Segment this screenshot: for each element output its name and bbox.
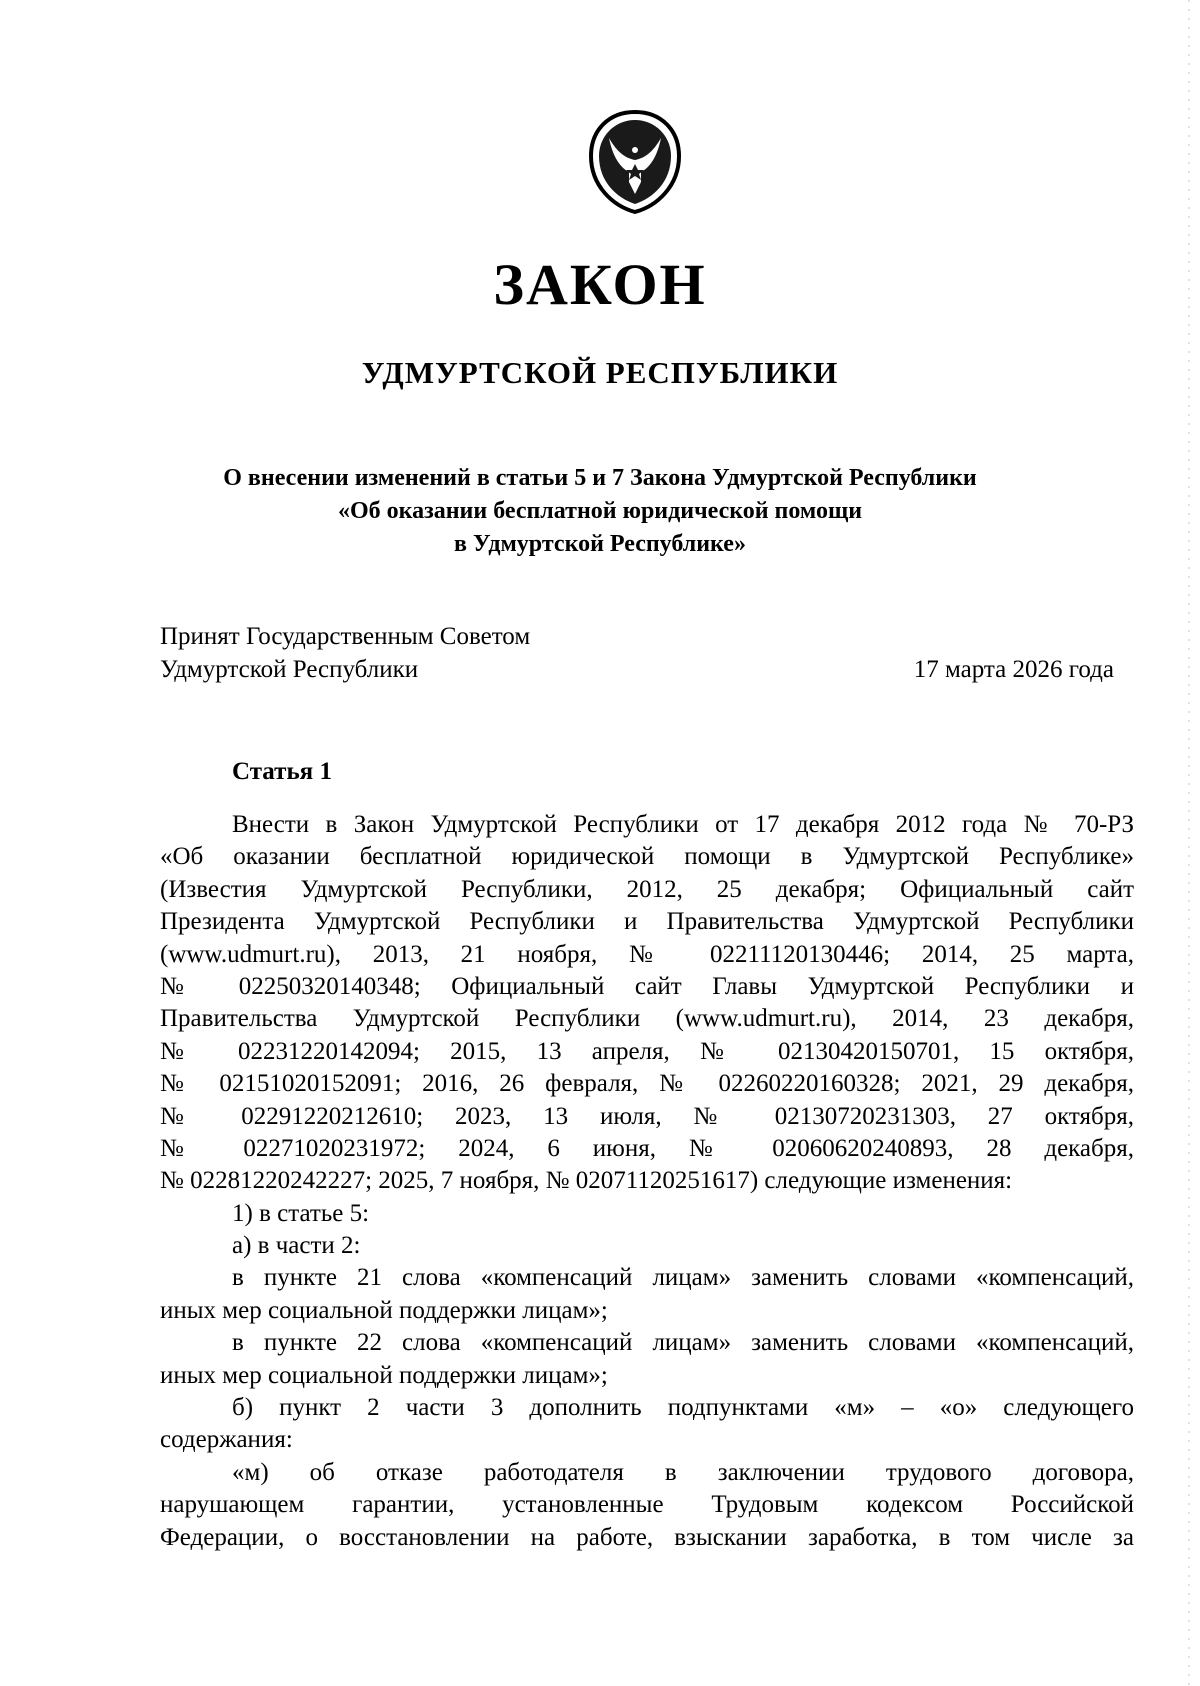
law-title: ЗАКОН (493, 252, 707, 317)
adopted-date: 17 марта 2026 года (913, 656, 1114, 683)
body-line: иных мер социальной поддержки лицам»; (160, 1296, 608, 1324)
body-line: б) пункт 2 части 3 дополнить подпунктами «м» – «о» следующего (232, 1394, 1134, 1422)
adopted-line: Удмуртской Республики (160, 656, 419, 683)
subject-line: в Удмуртской Республике» (454, 531, 746, 557)
body-line: № 02291220212610; 2023, 13 июля, № 02130720231303, 27 октября, (160, 1102, 1134, 1130)
body-line: иных мер социальной поддержки лицам»; (160, 1361, 608, 1389)
body-line: в пункте 21 слова «компенсаций лицам» заменить словами «компенсаций, (232, 1264, 1134, 1292)
adopted-line: Принят Государственным Советом (160, 623, 531, 650)
body-line: № 02281220242227; 2025, 7 ноября, № 02071120251617) следующие изменения: (160, 1167, 1013, 1195)
law-subject (0, 462, 1200, 561)
article-body (160, 809, 1134, 1554)
body-line: Внести в Закон Удмуртской Республики от 17 декабря 2012 года № 70-РЗ (232, 811, 1134, 838)
body-line: «м) об отказе работодателя в заключении трудового договора, (232, 1458, 1134, 1486)
body-line: (www.udmurt.ru), 2013, 21 ноября, № 02211120130446; 2014, 25 марта, (160, 940, 1134, 968)
body-line: Правительства Удмуртской Республики (www.udmurt.ru), 2014, 23 декабря, (160, 1005, 1134, 1033)
body-line: а) в части 2: (232, 1232, 361, 1260)
body-line: Президента Удмуртской Республики и Правительства Удмуртской Республики (160, 908, 1134, 936)
body-line: № 02271020231972; 2024, 6 июня, № 02060620240893, 28 декабря, (160, 1134, 1134, 1162)
subject-line: О внесении изменений в статьи 5 и 7 Закона Удмуртской Республики (223, 465, 977, 491)
republic-title: УДМУРТСКОЙ РЕСПУБЛИКИ (361, 355, 839, 390)
body-line: № 02231220142094; 2015, 13 апреля, № 02130420150701, 15 октября, (160, 1037, 1134, 1065)
body-line: «Об оказании бесплатной юридической помощи в Удмуртской Республике» (160, 843, 1134, 871)
body-line: 1) в статье 5: (232, 1199, 370, 1227)
article-heading: Статья 1 (232, 758, 332, 785)
body-line: содержания: (160, 1426, 293, 1454)
body-line: нарушающем гарантии, установленные Трудовым кодексом Российской (160, 1491, 1134, 1519)
scan-edge-artifact (1188, 0, 1190, 1686)
adopted-by (160, 620, 530, 686)
subject-line: «Об оказании бесплатной юридической помощи (337, 498, 863, 524)
body-line: Федерации, о восстановлении на работе, взыскании заработка, в том числе за (160, 1523, 1134, 1551)
body-line: (Известия Удмуртской Республики, 2012, 25 декабря; Официальный сайт (160, 875, 1134, 903)
coat-of-arms-emblem (585, 108, 685, 216)
body-line: № 02250320140348; Официальный сайт Главы Удмуртской Республики и (160, 972, 1134, 1000)
body-line: в пункте 22 слова «компенсаций лицам» заменить словами «компенсаций, (232, 1329, 1134, 1357)
body-line: № 02151020152091; 2016, 26 февраля, № 02260220160328; 2021, 29 декабря, (160, 1070, 1134, 1098)
